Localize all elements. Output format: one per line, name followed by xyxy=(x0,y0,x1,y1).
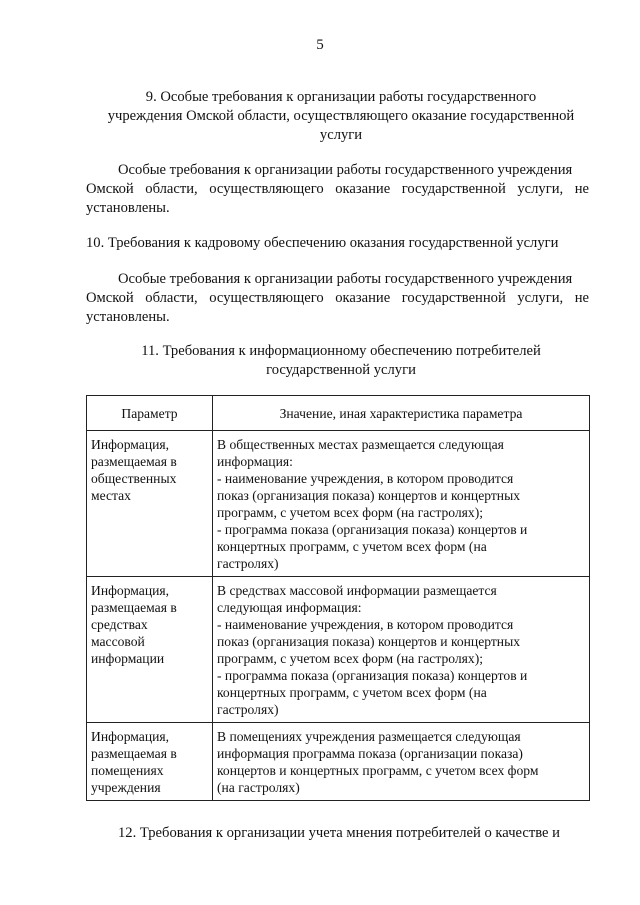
body-line: Омской области, осуществляющего оказание государственной услуги, не xyxy=(86,181,589,197)
cell-line: - программа показа (организация показа) концертов и xyxy=(217,522,528,537)
cell-line: программ, с учетом всех форм (на гастролях); xyxy=(217,505,483,520)
section-10-heading: 10. Требования к кадровому обеспечению оказания государственной услуги xyxy=(86,235,559,251)
cell-line: - наименование учреждения, в котором проводится xyxy=(217,617,514,632)
cell-line: гастролях) xyxy=(217,702,279,717)
section-12-heading: 12. Требования к организации учета мнения потребителей о качестве и xyxy=(118,825,560,841)
cell-line: учреждения xyxy=(91,780,161,795)
cell-line: информация программа показа (организации показа) xyxy=(217,746,523,761)
cell-line: помещениях xyxy=(91,763,164,778)
table-row xyxy=(87,723,590,801)
section-10-body xyxy=(86,270,596,327)
param-cell xyxy=(87,723,213,801)
heading-line: 11. Требования к информационному обеспечению потребителей xyxy=(141,343,541,359)
body-line: установлены. xyxy=(86,309,170,325)
column-header-value: Значение, иная характеристика параметра xyxy=(213,396,590,431)
column-header-parameter: Параметр xyxy=(87,396,213,431)
section-9-body xyxy=(86,161,596,218)
cell-line: информация: xyxy=(217,454,293,469)
cell-line: В общественных местах размещается следующая xyxy=(217,437,504,452)
param-cell xyxy=(87,431,213,577)
cell-line: В помещениях учреждения размещается следующая xyxy=(217,729,521,744)
cell-line: размещаемая в xyxy=(91,600,177,615)
info-requirements-table xyxy=(86,395,590,801)
value-cell xyxy=(213,577,590,723)
cell-line: концертных программ, с учетом всех форм (на xyxy=(217,539,487,554)
value-cell xyxy=(213,723,590,801)
cell-line: следующая информация: xyxy=(217,600,362,615)
table-row xyxy=(87,431,590,577)
body-line: установлены. xyxy=(86,200,170,216)
cell-line: гастролях) xyxy=(217,556,279,571)
cell-line: массовой xyxy=(91,634,145,649)
body-line: Особые требования к организации работы государственного учреждения xyxy=(118,271,573,287)
cell-line: Информация, xyxy=(91,729,170,744)
cell-line: местах xyxy=(91,488,131,503)
cell-line: Информация, xyxy=(91,437,170,452)
cell-line: информации xyxy=(91,651,165,666)
body-line: Особые требования к организации работы государственного учреждения xyxy=(118,162,573,178)
cell-line: программ, с учетом всех форм (на гастролях); xyxy=(217,651,483,666)
heading-line: государственной услуги xyxy=(266,362,416,378)
cell-line: - наименование учреждения, в котором проводится xyxy=(217,471,514,486)
cell-line: Информация, xyxy=(91,583,170,598)
param-cell xyxy=(87,577,213,723)
table-header-row xyxy=(87,396,590,431)
value-cell xyxy=(213,431,590,577)
cell-line: В средствах массовой информации размещается xyxy=(217,583,497,598)
cell-line: показ (организация показа) концертов и концертных xyxy=(217,634,521,649)
heading-line: услуги xyxy=(319,127,363,143)
cell-line: средствах xyxy=(91,617,148,632)
section-9-heading xyxy=(86,88,596,145)
cell-line: (на гастролях) xyxy=(217,780,300,795)
body-line: Омской области, осуществляющего оказание государственной услуги, не xyxy=(86,290,589,306)
table-row xyxy=(87,577,590,723)
cell-line: концертов и концертных программ, с учетом всех форм xyxy=(217,763,539,778)
section-11-heading xyxy=(86,342,596,380)
cell-line: размещаемая в xyxy=(91,746,177,761)
cell-line: общественных xyxy=(91,471,177,486)
cell-line: концертных программ, с учетом всех форм (на xyxy=(217,685,487,700)
cell-line: показ (организация показа) концертов и концертных xyxy=(217,488,521,503)
heading-line: учреждения Омской области, осуществляющего оказание государственной xyxy=(107,108,575,124)
cell-line: - программа показа (организация показа) концертов и xyxy=(217,668,528,683)
cell-line: размещаемая в xyxy=(91,454,177,469)
heading-line: 9. Особые требования к организации работы государственного xyxy=(145,89,537,105)
page-number: 5 xyxy=(316,37,324,53)
